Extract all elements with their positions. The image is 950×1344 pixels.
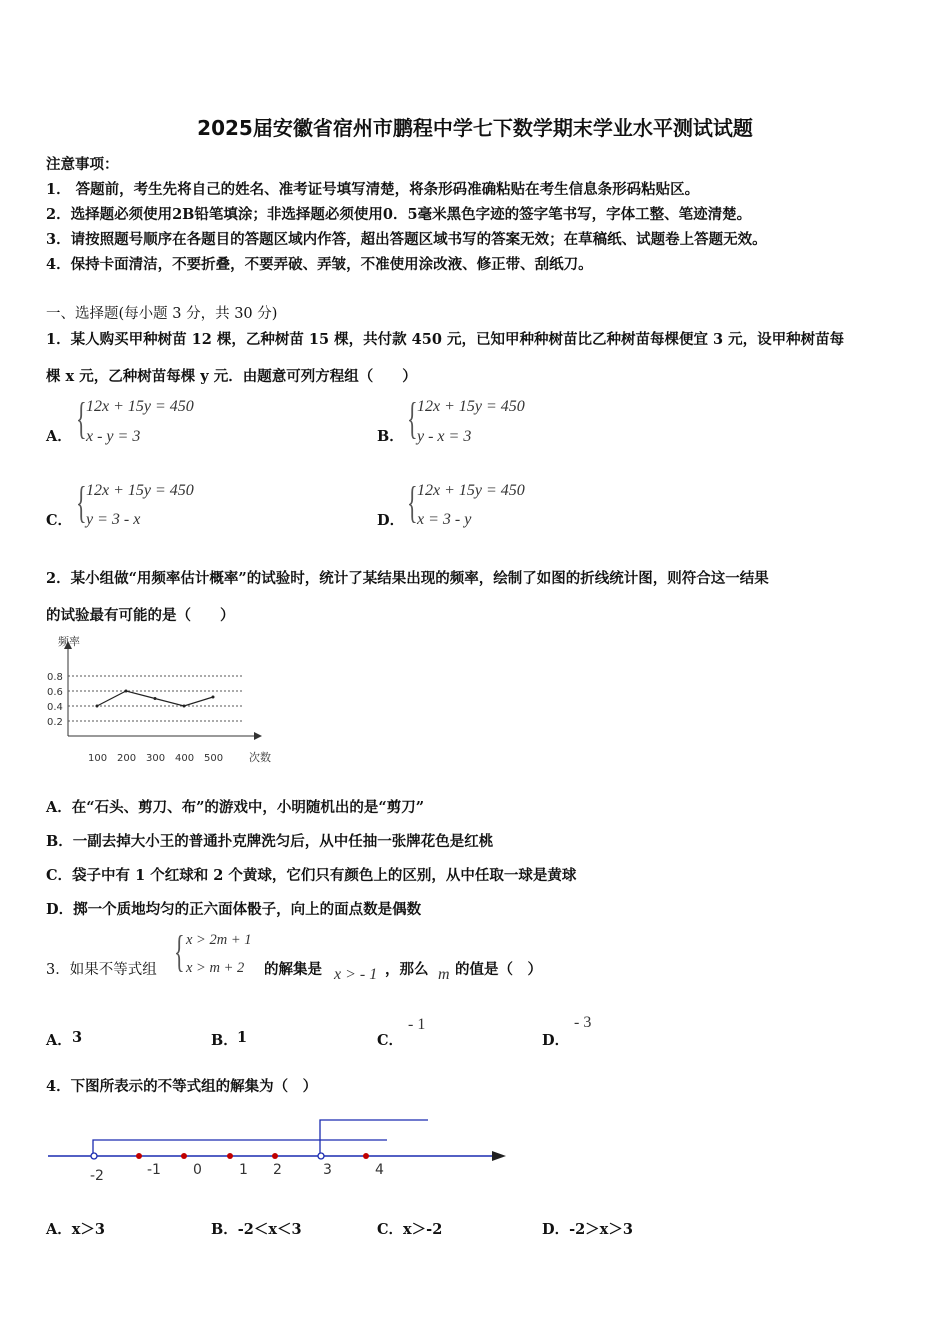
y-tick-label: 0.4 bbox=[47, 702, 63, 713]
q1-option-c-eq2: y = 3 - x bbox=[86, 511, 141, 528]
tick-label-0: 0 bbox=[193, 1162, 202, 1178]
q3-eq1: x > 2m + 1 bbox=[186, 932, 252, 948]
q2-stem-line1: 2．某小组做“用频率估计概率”的试验时，统计了某结果出现的频率，绘制了如图的折线统计图，则符合这一结果 bbox=[46, 570, 769, 587]
q3-option-d-value: - 3 bbox=[574, 1014, 592, 1031]
q4-option-c: C．x＞-2 bbox=[377, 1221, 443, 1238]
q2-option-d: D．掷一个质地均匀的正六面体骰子，向上的面点数是偶数 bbox=[46, 901, 422, 918]
q2-option-b: B．一副去掉大小王的普通扑克牌洗匀后，从中任抽一张牌花色是红桃 bbox=[46, 833, 494, 850]
q3-stem-middle: 的解集是 bbox=[264, 961, 322, 978]
tick-label-3: 3 bbox=[323, 1162, 332, 1178]
q3-variable: m bbox=[438, 966, 450, 983]
page-title: 2025届安徽省宿州市鹏程中学七下数学期末学业水平测试试题 bbox=[197, 116, 753, 140]
number-line-figure bbox=[44, 1112, 514, 1192]
q1-option-b-eq2: y - x = 3 bbox=[417, 428, 472, 445]
q3-option-b-label: B． bbox=[211, 1032, 238, 1049]
x-axis-label: 次数 bbox=[249, 751, 271, 764]
q1-option-d-eq2: x = 3 - y bbox=[417, 511, 472, 528]
tick-label-4: 4 bbox=[375, 1162, 384, 1178]
q3-stem-prefix: 3．如果不等式组 bbox=[46, 962, 157, 978]
number-line-arrow bbox=[492, 1151, 506, 1161]
tick-label-2: 2 bbox=[273, 1162, 282, 1178]
point-4 bbox=[363, 1153, 369, 1159]
frequency-point bbox=[212, 696, 215, 699]
x-tick-label: 200 bbox=[117, 753, 137, 764]
point-1 bbox=[227, 1153, 233, 1159]
y-tick-label: 0.2 bbox=[47, 717, 63, 728]
tick-label-neg1: -1 bbox=[147, 1162, 161, 1178]
q1-option-d-label: D． bbox=[377, 512, 405, 529]
q1-option-d-brace: { bbox=[407, 478, 418, 527]
x-tick-label: 500 bbox=[204, 753, 224, 764]
q2-option-c: C．袋子中有 1 个红球和 2 个黄球，它们只有颜色上的区别，从中任取一球是黄球 bbox=[46, 867, 577, 884]
frequency-point bbox=[96, 705, 99, 708]
q4-stem: 4．下图所表示的不等式组的解集为（ ） bbox=[46, 1078, 318, 1095]
point-neg1 bbox=[136, 1153, 142, 1159]
q1-option-c-brace: { bbox=[76, 478, 87, 527]
q3-solution: x > - 1 bbox=[334, 966, 378, 983]
point-2 bbox=[272, 1153, 278, 1159]
tick-label-1: 1 bbox=[239, 1162, 248, 1178]
notice-item-4: 4．保持卡面清洁，不要折叠，不要弄破、弄皱，不准使用涂改液、修正带、刮纸刀。 bbox=[46, 256, 593, 273]
q1-stem-line2: 棵 x 元，乙种树苗每棵 y 元．由题意可列方程组（ ） bbox=[46, 368, 417, 385]
q1-option-b-label: B． bbox=[377, 428, 404, 445]
q1-option-a-eq2: x - y = 3 bbox=[86, 428, 141, 445]
q1-option-a-eq1: 12x + 15y = 450 bbox=[86, 398, 194, 415]
q1-stem-line1: 1．某人购买甲种树苗 12 棵，乙种树苗 15 棵，共付款 450 元，已知甲种种树苗比乙种树苗每棵便宜 3 元，设甲种树苗每 bbox=[46, 331, 845, 348]
frequency-point bbox=[183, 705, 186, 708]
frequency-line-chart bbox=[44, 633, 279, 768]
q4-option-b: B．-2＜x＜3 bbox=[211, 1221, 302, 1238]
q1-option-b-eq1: 12x + 15y = 450 bbox=[417, 398, 525, 415]
q1-option-c-label: C． bbox=[46, 512, 73, 529]
q4-option-d: D．-2＞x＞3 bbox=[542, 1221, 633, 1238]
y-tick-label: 0.6 bbox=[47, 687, 63, 698]
y-axis-label: 频率 bbox=[58, 635, 80, 648]
tick-label-neg2: -2 bbox=[90, 1168, 104, 1184]
notice-item-1: 1． 答题前，考生先将自己的姓名、准考证号填写清楚，将条形码准确粘贴在考生信息条形码粘贴区。 bbox=[46, 181, 700, 198]
frequency-point bbox=[125, 690, 128, 693]
point-0 bbox=[181, 1153, 187, 1159]
notice-item-3: 3．请按照题号顺序在各题目的答题区域内作答，超出答题区域书写的答案无效；在草稿纸、试题卷上答题无效。 bbox=[46, 231, 767, 248]
frequency-point bbox=[154, 697, 157, 700]
q1-option-b-brace: { bbox=[407, 394, 418, 443]
q1-option-a-brace: { bbox=[76, 394, 87, 443]
notice-heading: 注意事项： bbox=[46, 156, 119, 173]
y-tick-label: 0.8 bbox=[47, 672, 63, 683]
x-tick-label: 300 bbox=[146, 753, 166, 764]
q3-option-a-value: 3 bbox=[72, 1029, 83, 1046]
point-open-3 bbox=[318, 1153, 324, 1159]
q3-option-c-label: C． bbox=[377, 1032, 404, 1049]
x-tick-label: 100 bbox=[88, 753, 108, 764]
q3-brace: { bbox=[174, 927, 185, 976]
q1-option-c-eq1: 12x + 15y = 450 bbox=[86, 482, 194, 499]
q3-eq2: x > m + 2 bbox=[186, 960, 245, 976]
point-open-neg2 bbox=[91, 1153, 97, 1159]
q2-option-a: A．在“石头、剪刀、布”的游戏中，小明随机出的是“剪刀” bbox=[46, 799, 425, 816]
bracket-x-gt-neg2 bbox=[93, 1140, 387, 1156]
q3-option-c-value: - 1 bbox=[408, 1016, 426, 1033]
q3-stem-then: ，那么 bbox=[385, 961, 429, 978]
q3-option-a-label: A． bbox=[46, 1032, 72, 1049]
notice-item-2: 2．选择题必须使用2B铅笔填涂；非选择题必须使用0．5毫米黑色字迹的签字笔书写，字体工整、笔迹清楚。 bbox=[46, 206, 752, 223]
q1-option-a-label: A． bbox=[46, 428, 72, 445]
q1-option-d-eq1: 12x + 15y = 450 bbox=[417, 482, 525, 499]
x-tick-label: 400 bbox=[175, 753, 195, 764]
q3-option-d-label: D． bbox=[542, 1032, 570, 1049]
q3-option-b-value: 1 bbox=[237, 1029, 248, 1046]
q2-stem-line2: 的试验最有可能的是（ ） bbox=[46, 607, 235, 624]
x-axis-arrow bbox=[254, 732, 262, 740]
q3-stem-suffix: 的值是（ ） bbox=[455, 961, 542, 978]
bracket-x-gt-3 bbox=[320, 1120, 428, 1156]
section-heading: 一、选择题(每小题 3 分，共 30 分) bbox=[46, 306, 278, 322]
q4-option-a: A．x＞3 bbox=[46, 1221, 105, 1238]
